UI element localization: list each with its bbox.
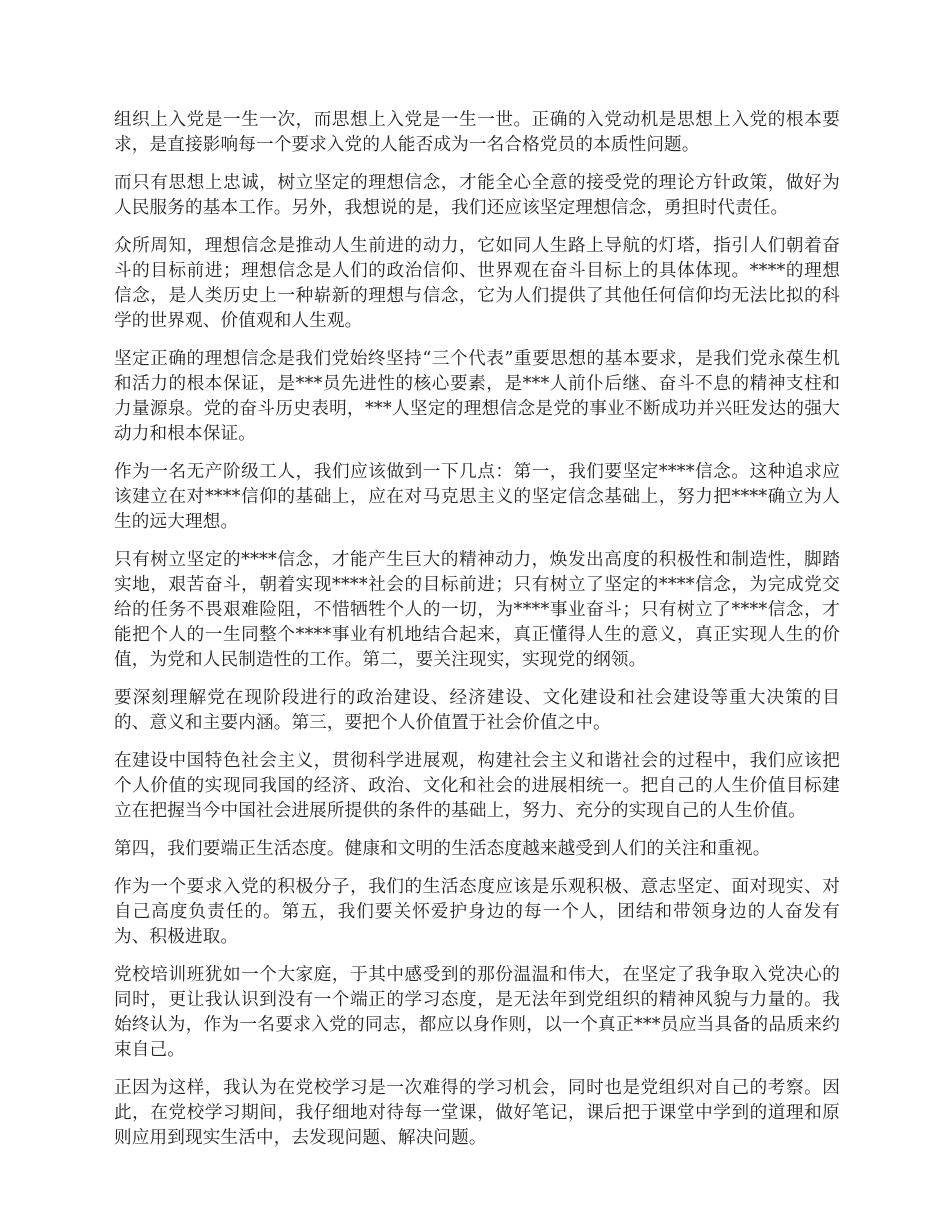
paragraph: 作为一个要求入党的积极分子，我们的生活态度应该是乐观积极、意志坚定、面对现实、对自己高度负责任的。第五，我们要关怀爱护身边的每一个人，团结和带领身边的人奋发有为、积极进取。	[114, 877, 840, 947]
paragraph: 党校培训班犹如一个大家庭，于其中感受到的那份温温和伟大，在坚定了我争取入党决心的同时，更让我认识到没有一个端正的学习态度，是无法年到党组织的精神风貌与力量的。我始终认为，作为一名要求入党的同志，都应以身作则，以一个真正***员应当具备的品质来约束自己。	[114, 965, 840, 1060]
paragraph: 第四，我们要端正生活态度。健康和文明的生活态度越来越受到人们的关注和重视。	[114, 839, 771, 859]
paragraph: 而只有思想上忠诚，树立坚定的理想信念，才能全心全意的接受党的理论方针政策，做好为人民服务的基本工作。另外，我想说的是，我们还应该坚定理想信念，勇担时代责任。	[114, 173, 840, 218]
paragraph: 只有树立坚定的****信念，才能产生巨大的精神动力，焕发出高度的积极性和制造性，脚踏实地，艰苦奋斗，朝着实现****社会的目标前进；只有树立了坚定的****信念，为完成党交给的任务不畏艰难险阻，不惜牺牲个人的一切，为****事业奋斗；只有树立了****信念，才能把个人的一生同整个****事业有机地结合起来，真正懂得人生的意义，真正实现人生的价值，为党和人民制造性的工作。第二，要关注现实，实现党的纲领。	[114, 550, 840, 670]
paragraph: 众所周知，理想信念是推动人生前进的动力，它如同人生路上导航的灯塔，指引人们朝着奋斗的目标前进；理想信念是人们的政治信仰、世界观在奋斗目标上的具体体现。****的理想信念，是人类历史上一种崭新的理想与信念，它为人们提供了其他任何信仰均无法比拟的科学的世界观、价值观和人生观。	[114, 236, 840, 331]
paragraph: 在建设中国特色社会主义，贯彻科学进展观，构建社会主义和谐社会的过程中，我们应该把个人价值的实现同我国的经济、政治、文化和社会的进展相统一。把自己的人生价值目标建立在把握当今中国社会进展所提供的条件的基础上，努力、充分的实现自己的人生价值。	[114, 751, 840, 821]
paragraph: 正因为这样，我认为在党校学习是一次难得的学习机会，同时也是党组织对自己的考察。因此，在党校学习期间，我仔细地对待每一堂课，做好笔记，课后把于课堂中学到的道理和原则应用到现实生活中，去发现问题、解决问题。	[114, 1078, 840, 1148]
paragraph: 组织上入党是一生一次，而思想上入党是一生一世。正确的入党动机是思想上入党的根本要求，是直接影响每一个要求入党的人能否成为一名合格党员的本质性问题。	[114, 110, 840, 155]
paragraph: 坚定正确的理想信念是我们党始终坚持“三个代表”重要思想的基本要求，是我们党永葆生机和活力的根本保证，是***员先进性的核心要素，是***人前仆后继、奋斗不息的精神支柱和力量源泉。党的奋斗历史表明，***人坚定的理想信念是党的事业不断成功并兴旺发达的强大动力和根本保证。	[114, 349, 840, 444]
paragraph: 要深刻理解党在现阶段进行的政治建设、经济建设、文化建设和社会建设等重大决策的目的、意义和主要内涵。第三，要把个人价值置于社会价值之中。	[114, 688, 840, 733]
paragraph: 作为一名无产阶级工人，我们应该做到一下几点：第一，我们要坚定****信念。这种追求应该建立在对****信仰的基础上，应在对马克思主义的坚定信念基础上，努力把****确立为人生的远大理想。	[114, 462, 840, 532]
document-body	[114, 108, 840, 1164]
